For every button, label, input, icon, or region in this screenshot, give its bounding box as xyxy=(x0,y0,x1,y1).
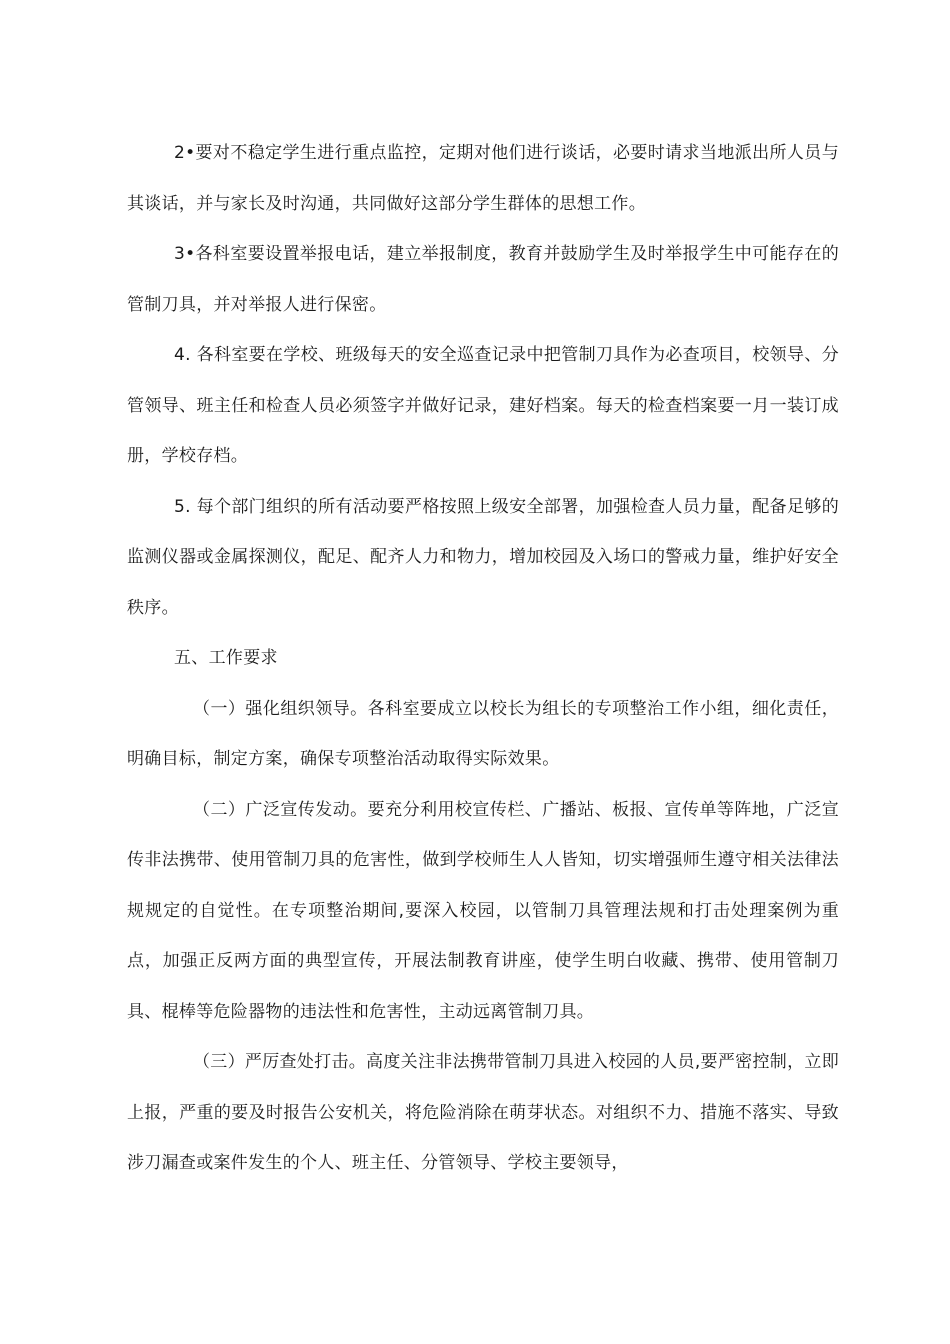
paragraph-item-3: 3•各科室要设置举报电话，建立举报制度，教育并鼓励学生及时举报学生中可能存在的管制刀具，并对举报人进行保密。 xyxy=(127,244,839,315)
paragraph-strict-enforcement: （三）严厉查处打击。高度关注非法携带管制刀具进入校园的人员,要严密控制，立即上报，严重的要及时报告公安机关，将危险消除在萌芽状态。对组织不力、措施不落实、导致涉刀漏查或案件发生的个人、班主任、分管领导、学校主要领导， xyxy=(127,1052,839,1173)
paragraph-publicity-mobilization: （二）广泛宣传发动。要充分利用校宣传栏、广播站、板报、宣传单等阵地，广泛宣传非法携带、使用管制刀具的危害性，做到学校师生人人皆知，切实增强师生遵守相关法律法规规定的自觉性。在专项整治期间,要深入校园，以管制刀具管理法规和打击处理案例为重点，加强正反两方面的典型宣传，开展法制教育讲座，使学生明白收藏、携带、使用管制刀具、棍棒等危险器物的违法性和危害性，主动远离管制刀具。 xyxy=(127,799,839,1022)
paragraph-item-4: 4. 各科室要在学校、班级每天的安全巡查记录中把管制刀具作为必查项目，校领导、分管领导、班主任和检查人员必须签字并做好记录，建好档案。每天的检查档案要一月一装订成册，学校存档。 xyxy=(127,345,839,466)
paragraph-item-5: 5. 每个部门组织的所有活动要严格按照上级安全部署，加强检查人员力量，配备足够的监测仪器或金属探测仪，配足、配齐人力和物力，增加校园及入场口的警戒力量，维护好安全秩序。 xyxy=(127,496,839,618)
document-body xyxy=(127,128,839,1189)
paragraph-item-2: 2•要对不稳定学生进行重点监控，定期对他们进行谈话，必要时请求当地派出所人员与其谈话，并与家长及时沟通，共同做好这部分学生群体的思想工作。 xyxy=(127,143,839,214)
paragraph-organization-leadership: （一）强化组织领导。各科室要成立以校长为组长的专项整治工作小组，细化责任，明确目标，制定方案，确保专项整治活动取得实际效果。 xyxy=(127,698,839,769)
section-heading-work-requirements: 五、工作要求 xyxy=(174,648,278,668)
